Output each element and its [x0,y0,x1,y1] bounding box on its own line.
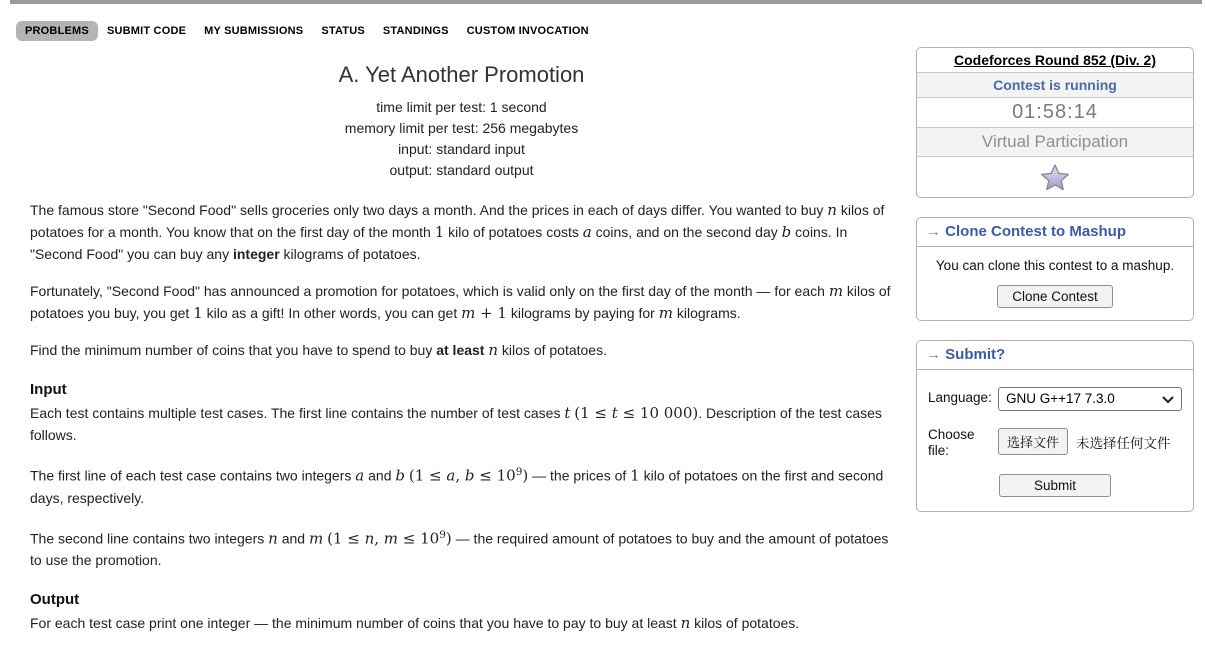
math-expression: a [446,466,456,485]
favorite-row [917,156,1193,197]
submit-row [928,474,1182,497]
problem-title: A. Yet Another Promotion [338,62,585,87]
arrow-icon: → [926,223,941,240]
tab-status[interactable]: STATUS [321,25,365,37]
math-expression: n [488,341,499,359]
submit-form [917,370,1193,511]
math-expression: b [464,466,475,485]
clone-box-text: You can clone this contest to a mashup. [935,258,1175,273]
section-header-output: Output [30,591,80,609]
tab-problems[interactable]: PROBLEMS [16,21,98,41]
math-expression: n [827,201,837,219]
math-expression: b [781,223,792,241]
problem-limits [30,97,893,181]
file-input [998,424,1171,459]
clone-contest-button[interactable]: Clone Contest [997,285,1113,308]
tab-custom-invocation[interactable]: CUSTOM INVOCATION [466,25,589,37]
statement-paragraph: The first line of each test case contains two integers a and b (1 ≤ a, $b \le 10^9$) — the prices of 1 kilo of potatoes on the first and second days, respectively. [30,466,884,506]
submit-box-title-link[interactable]: Submit? [945,346,1006,363]
submit-button[interactable]: Submit [999,474,1111,497]
math-expression: 9 [515,466,523,478]
limit-line: output: standard output [389,162,534,178]
math-expression: m [308,529,324,548]
clone-box-title-link[interactable]: Clone Contest to Mashup [945,223,1126,240]
contest-tabs [16,21,598,41]
math-expression: (1 ≤ [574,404,612,422]
math-expression: , [455,466,465,485]
top-divider [10,0,1202,4]
submit-box [916,340,1194,512]
tab-standings[interactable]: STANDINGS [382,25,449,37]
section-header-input: Input [30,381,67,398]
math-expression: 1 [434,223,445,241]
math-expression: m [658,304,673,322]
statement-paragraph: For each test case print one integer — the minimum number of coins that you have to pay to buy at least n kilos of potatoes. [30,614,800,633]
bold-text: integer [232,246,280,262]
bold-text: at least [436,342,485,358]
arrow-icon: → [926,346,941,363]
choose-file-row [928,424,1182,459]
contest-mode-label: Virtual Participation [917,127,1193,156]
math-expression: ) [522,466,529,485]
statement-paragraph: The second line contains two integers n and m (1 ≤ n, $m \le 10^9$) — the required amount of potatoes to buy and the amount of potatoes to use the promotion. [30,528,889,569]
math-expression: + 1 [475,304,507,322]
contest-title-link[interactable]: Codeforces Round 852 (Div. 2) [953,52,1156,68]
math-expression: 1 [193,304,203,322]
math-expression: (1 ≤ [327,529,365,548]
contest-timer: 01:58:14 [917,97,1193,127]
math-expression: m [383,529,399,548]
statement-paragraph: Find the minimum number of coins that you have to spend to buy at least n kilos of potatoes. [30,341,607,359]
submit-box-caption [917,341,1193,370]
math-expression: a [582,223,592,241]
choose-file-label: Choose file: [928,427,975,458]
choose-file-button[interactable]: 选择文件 [998,428,1068,455]
math-expression: m [461,304,476,322]
file-status-text: 未选择任何文件 [1076,435,1171,451]
chevron-down-icon [1162,396,1174,404]
math-expression: t [564,404,571,422]
language-label: Language: [928,390,992,405]
statement-paragraph: The famous store "Second Food" sells groceries only two days a month. And the prices in each of days differ. You wanted to buy n kilos of potatoes for a month. You know that on the first day of the month 1 kilo of potatoes costs a coins, and on the second day b coins. In "Second Food" you can buy any integer kilograms of potatoes. [30,201,885,262]
tab-submit-code[interactable]: SUBMIT CODE [106,25,187,37]
math-expression: ≤ 10 [398,529,440,548]
limit-line: time limit per test: 1 second [376,99,547,115]
clone-contest-box [916,217,1194,321]
math-expression: m [828,282,844,300]
math-expression: ) [445,529,452,548]
limit-line: input: standard input [398,141,525,157]
contest-status: Contest is running [917,72,1193,97]
math-expression: 1 [630,466,640,485]
math-expression: n [364,529,375,548]
statement-paragraph: Fortunately, "Second Food" has announced a promotion for potatoes, which is valid only on the first day of the month — for each m kilos of potatoes you buy, you get 1 kilo as a gift! In other words, you can get m + 1 kilograms by paying for m kilograms. [30,282,891,322]
math-expression: , [374,529,384,548]
math-expression: n [680,614,691,633]
statement-paragraph: Each test contains multiple test cases. The first line contains the number of test cases t (1 ≤ t ≤ 10 000). Description of the test cases follows. [30,404,882,443]
favorite-star-icon[interactable] [1040,163,1070,190]
language-row [928,387,1182,411]
math-expression: (1 ≤ [408,466,447,485]
tab-my-submissions[interactable]: MY SUBMISSIONS [204,25,304,37]
math-expression: ≤ 10 000) [617,404,699,422]
problem-body [30,199,893,634]
clone-box-caption [917,218,1193,247]
math-expression: ≤ 10 [474,466,516,485]
clone-box-body [917,247,1193,320]
sidebar [916,47,1194,531]
problem-statement [30,62,893,649]
math-expression: n [268,529,278,548]
math-expression: t [611,404,618,422]
limit-line: memory limit per test: 256 megabytes [344,120,579,136]
language-select[interactable] [998,387,1182,411]
language-selected-value: GNU G++17 7.3.0 [1006,391,1115,406]
math-expression: 9 [439,528,446,541]
math-expression: b [395,466,405,485]
contest-info-box [916,47,1194,198]
math-expression: a [355,466,365,485]
